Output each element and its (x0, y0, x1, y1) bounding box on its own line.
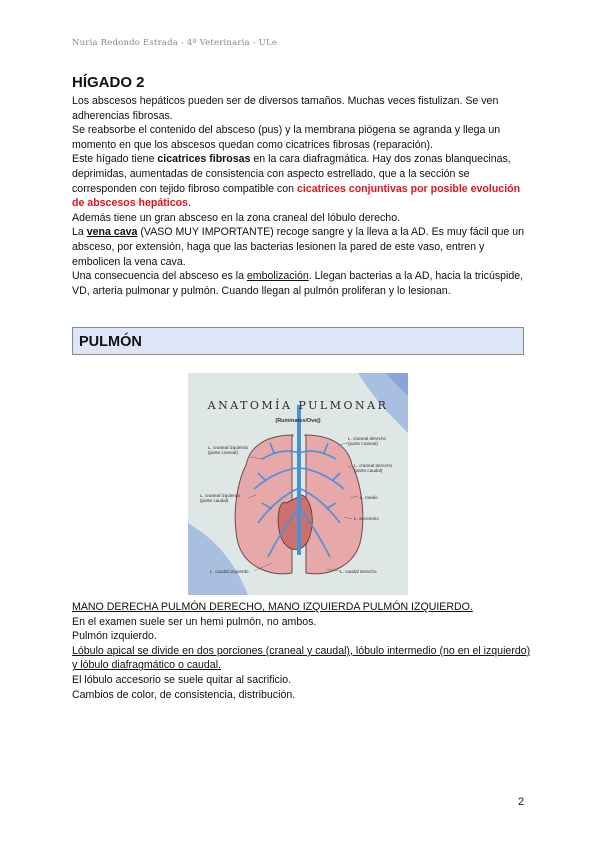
paragraph: El lóbulo accesorio se suele quitar al sacrificio. (72, 673, 292, 686)
paragraph: Se reabsorbe el contenido del absceso (pus) y la membrana piógena se agranda y llega un momento en que los abscesos quedan como cicatrices fibrosas (reparación). (72, 124, 501, 151)
figure-title: ANATOMÍA PULMONAR (207, 399, 389, 412)
label-craneal-derecho-caudal: L. craneal derecho (parte caudal) (354, 463, 393, 474)
heart-region (278, 495, 312, 550)
paragraph: En el examen suele ser un hemi pulmón, no ambos. (72, 615, 317, 628)
label-medio: L. medio (360, 495, 378, 500)
label-caudal-derecho: L. caudal derecho (340, 569, 377, 574)
underlined-term: embolización (246, 270, 309, 283)
paragraph: Una consecuencia del absceso es la embolización. Llegan bacterias a la AD, hacia la tricúspide, VD, arteria pulmonar y pulmón. Cuando llegan al pulmón proliferan y lo lesionan. (72, 270, 524, 297)
label-caudal-izquierdo: L. caudal izquierdo (210, 569, 249, 574)
figure-subtitle: (Ruminates/Ovej) (275, 418, 321, 424)
bold-underlined-term: vena cava (86, 226, 138, 239)
trachea (297, 405, 301, 555)
label-accesorio: L. accesorio (354, 516, 379, 521)
label-craneal-izquierdo-caudal: L. craneal izquierdo (parte caudal) (200, 493, 241, 504)
label-craneal-derecho-craneal: L. craneal derecho (parte craneal) (348, 436, 387, 447)
paragraph: Este hígado tiene cicatrices fibrosas en la cara diafragmática. Hay dos zonas blanquecinas, deprimidas, aumentadas de consistencia con aspecto estrellado, que a la sección se corresponden con tejido fibroso compatible con cicatrices conjuntivas por posible evolución de abscesos hepáticos. (72, 153, 521, 210)
paragraph: Cambios de color, de consistencia, distribución. (72, 688, 296, 701)
pulmon-text (72, 600, 532, 702)
page-title: HÍGADO 2 (72, 74, 145, 91)
paragraph: Además tiene un gran absceso en la zona craneal del lóbulo derecho. (72, 211, 401, 224)
header-note: Nuria Redondo Estrada - 4º Veterinaria - ULe (72, 38, 278, 48)
paragraph: Los abscesos hepáticos pueden ser de diversos tamaños. Muchas veces fistulizan. Se ven adherencias fibrosas. (72, 95, 499, 122)
lung-anatomy-figure (188, 373, 408, 595)
label-craneal-izquierdo-craneal: L. craneal izquierdo (parte craneal) (208, 445, 249, 456)
paragraph-underlined: Lóbulo apical se divide en dos porciones (craneal y caudal), lóbulo intermedio (no en el izquierdo) y lóbulo diafragmático o caudal. (72, 644, 531, 672)
paragraph: La vena cava (VASO MUY IMPORTANTE) recoge sangre y la lleva a la AD. Es muy fácil que un absceso, por extensión, haga que las bacterias lesionen la pared de este vaso, entren y embolicen la vena cava. (72, 226, 525, 268)
section-heading-pulmon: PULMÓN (72, 327, 524, 355)
page-number: 2 (518, 796, 525, 808)
bold-term: cicatrices fibrosas (157, 153, 251, 166)
higado-text (72, 94, 532, 298)
paragraph: Pulmón izquierdo. (72, 630, 157, 643)
paragraph-underlined: MANO DERECHA PULMÓN DERECHO, MANO IZQUIERDA PULMÓN IZQUIERDO. (72, 601, 473, 613)
highlight-red: cicatrices conjuntivas por posible evolución de abscesos hepáticos (72, 182, 521, 210)
